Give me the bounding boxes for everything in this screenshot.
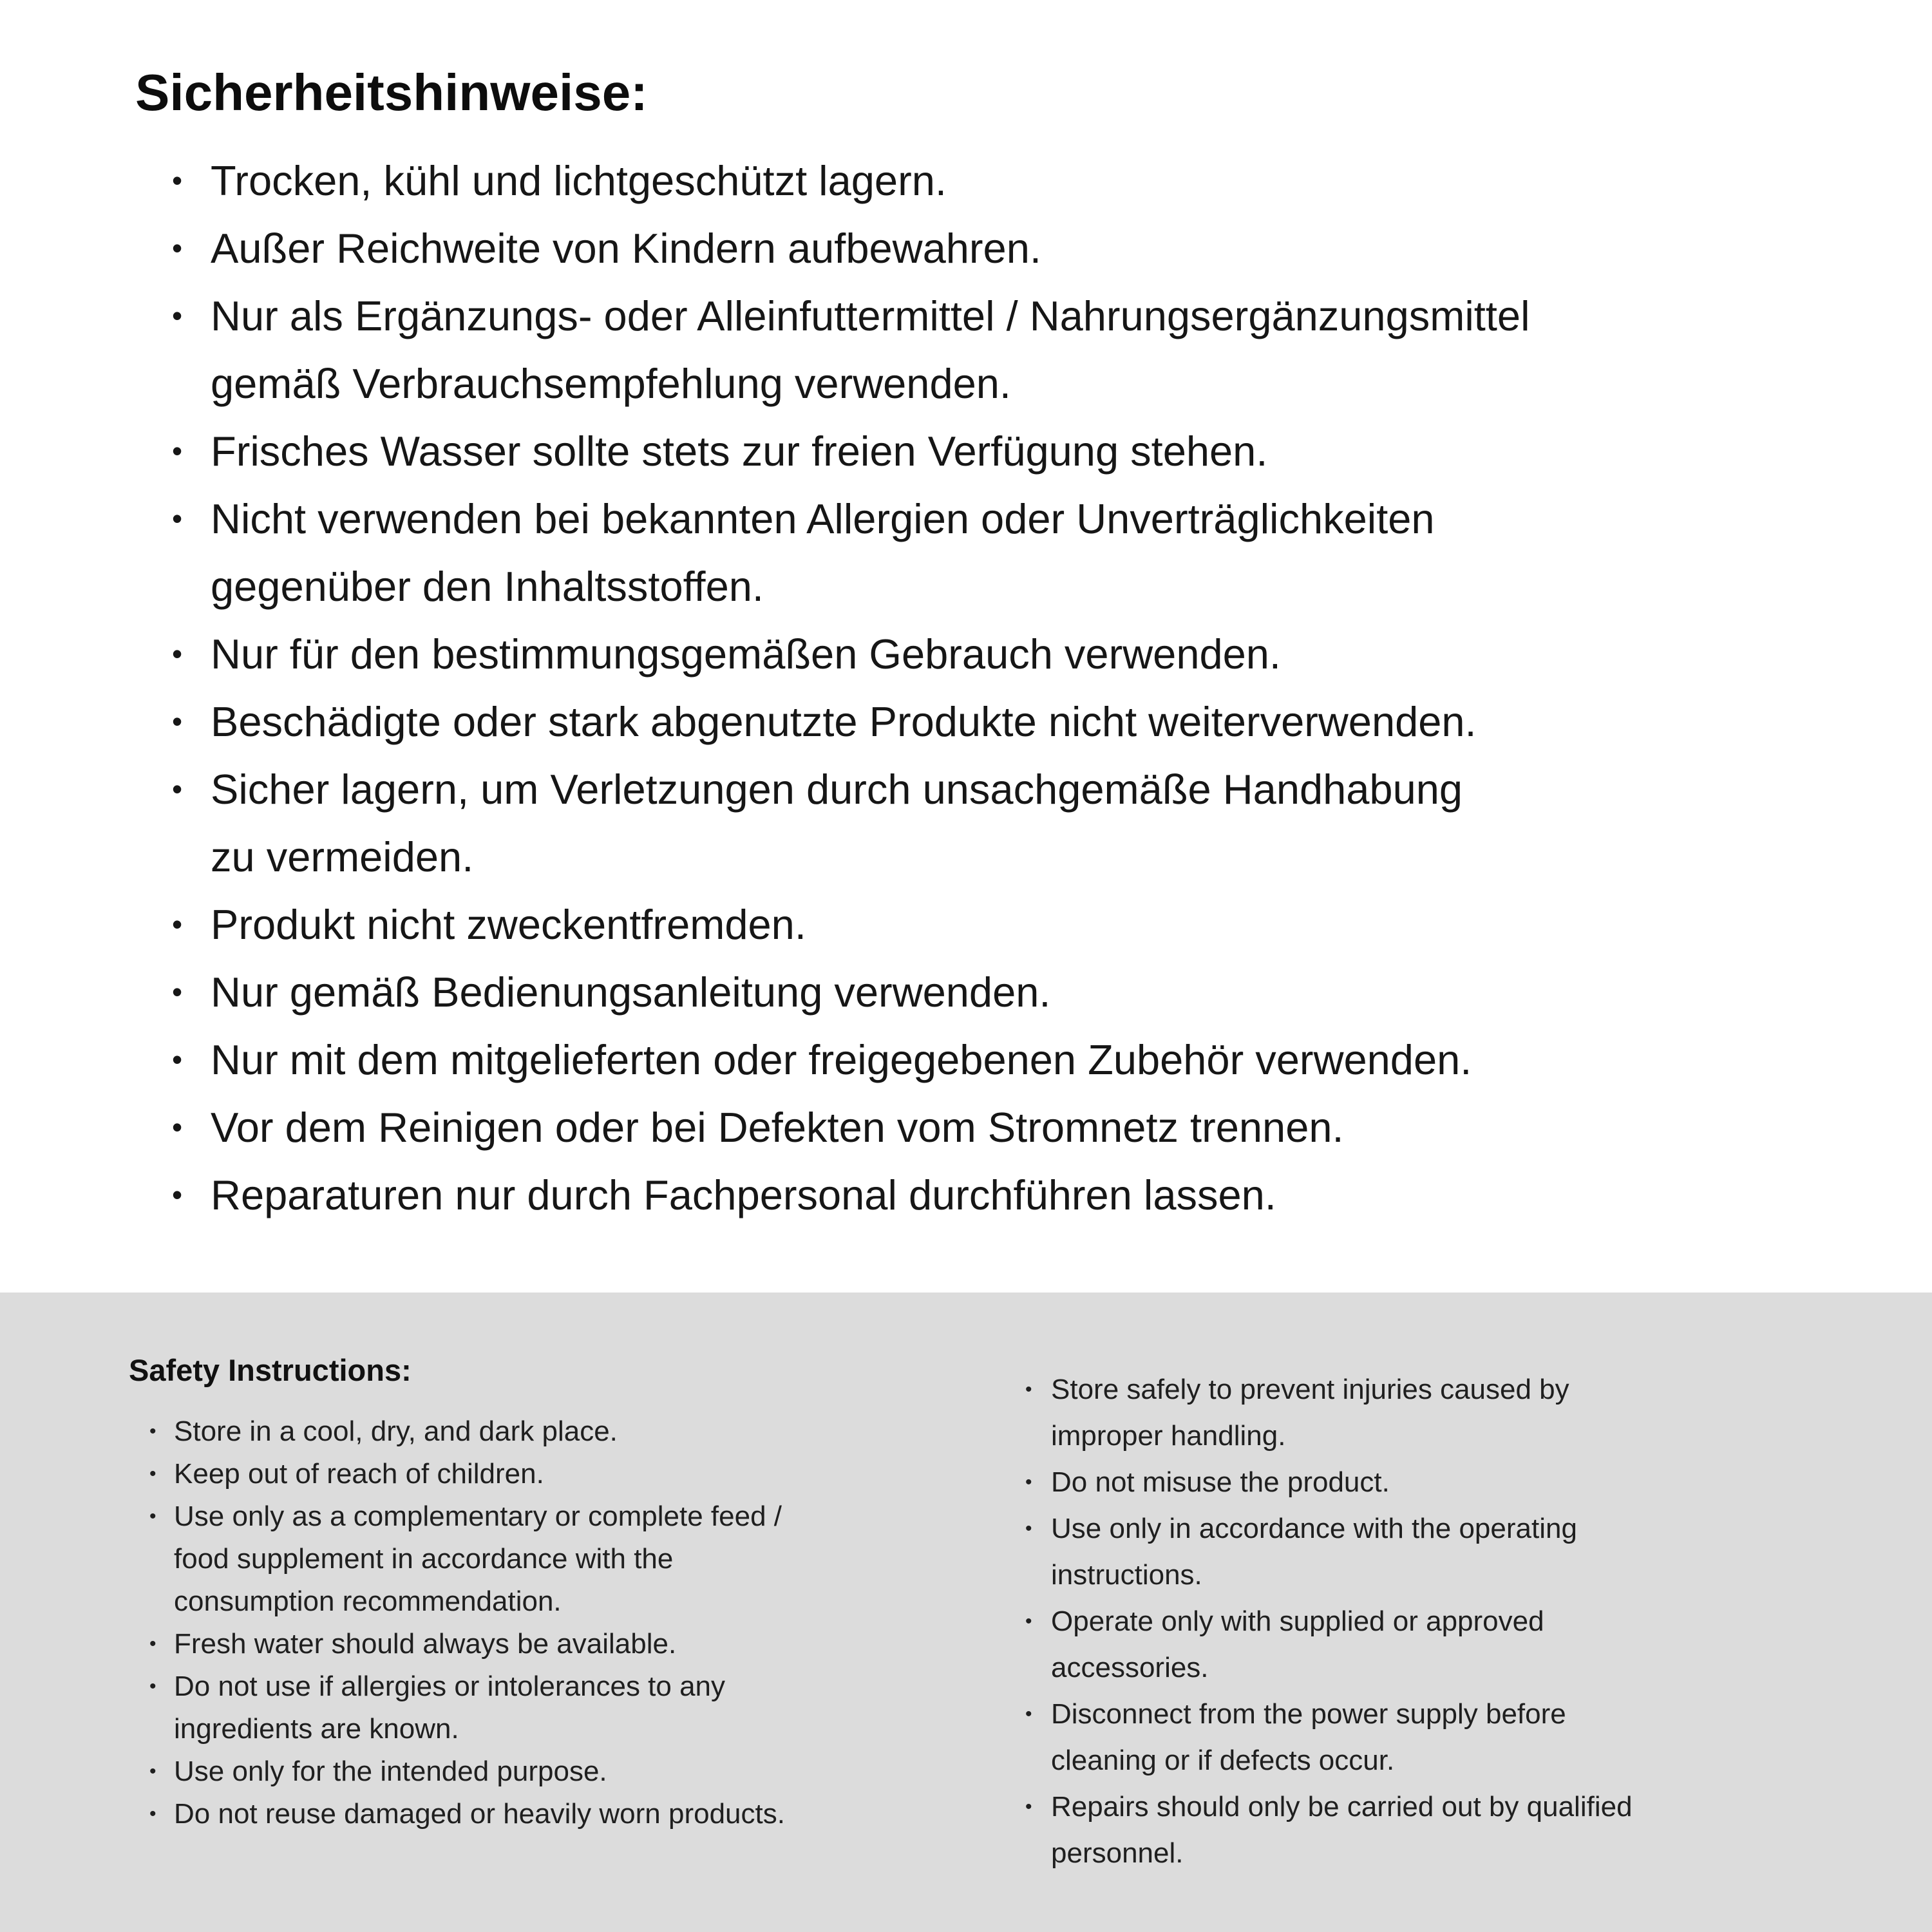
list-item	[1025, 1506, 1633, 1598]
list-item-line: Use only as a complementary or complete feed /	[174, 1501, 782, 1532]
list-item-text	[211, 620, 1281, 688]
list-item-line: consumption recommendation.	[174, 1586, 562, 1617]
bullet-icon: •	[172, 434, 183, 468]
list-item	[172, 958, 1530, 1026]
list-item	[149, 1453, 785, 1495]
list-item-line: Nicht verwenden bei bekannten Allergien oder Unverträglichkeiten	[211, 495, 1435, 542]
list-item	[149, 1623, 785, 1665]
bullet-icon: •	[172, 164, 183, 197]
list-item-line: Operate only with supplied or approved	[1051, 1605, 1544, 1637]
list-item-line: improper handling.	[1051, 1420, 1286, 1452]
bullet-icon: •	[172, 1178, 183, 1211]
list-item-text	[211, 1026, 1472, 1094]
list-item-text	[211, 688, 1477, 755]
list-item-text	[211, 214, 1041, 282]
list-item	[149, 1750, 785, 1793]
list-item-text	[211, 1161, 1276, 1229]
list-item	[1025, 1691, 1633, 1784]
list-item-text	[174, 1495, 782, 1623]
list-item-text	[211, 891, 806, 958]
list-item-line: personnel.	[1051, 1837, 1184, 1869]
list-item-line: Do not use if allergies or intolerances to any	[174, 1671, 726, 1702]
list-item	[149, 1665, 785, 1750]
list-item-line: Store in a cool, dry, and dark place.	[174, 1416, 618, 1447]
german-heading: Sicherheitshinweise:	[135, 64, 648, 121]
list-item-line: Repairs should only be carried out by qualified	[1051, 1791, 1633, 1823]
list-item-line: Do not misuse the product.	[1051, 1466, 1390, 1498]
bullet-icon: •	[149, 1421, 156, 1442]
list-item-text	[1051, 1784, 1633, 1877]
list-item-line: Disconnect from the power supply before	[1051, 1698, 1566, 1730]
list-item	[172, 417, 1530, 485]
list-item-text	[174, 1410, 618, 1453]
list-item-text	[174, 1453, 544, 1495]
list-item-line: Vor dem Reinigen oder bei Defekten vom Stromnetz trennen.	[211, 1104, 1344, 1151]
bullet-icon: •	[149, 1463, 156, 1484]
bullet-icon: •	[172, 1110, 183, 1144]
bullet-icon: •	[1025, 1518, 1032, 1539]
list-item-line: Keep out of reach of children.	[174, 1458, 544, 1490]
bullet-icon: •	[149, 1676, 156, 1697]
bullet-icon: •	[149, 1506, 156, 1527]
list-item-text	[1051, 1367, 1569, 1459]
list-item	[172, 214, 1530, 282]
list-item	[172, 1161, 1530, 1229]
german-safety-list	[172, 147, 1530, 1229]
list-item-text	[211, 755, 1463, 891]
bullet-icon: •	[172, 502, 183, 535]
list-item-line: Use only in accordance with the operating	[1051, 1513, 1577, 1544]
list-item-line: accessories.	[1051, 1652, 1209, 1683]
list-item-line: Frisches Wasser sollte stets zur freien Verfügung stehen.	[211, 428, 1268, 475]
list-item-text	[211, 485, 1435, 620]
list-item-line: Außer Reichweite von Kindern aufbewahren.	[211, 225, 1041, 272]
list-item-text	[211, 282, 1530, 417]
english-safety-list-left-column	[149, 1410, 785, 1835]
list-item	[1025, 1367, 1633, 1459]
english-safety-list-right-column	[1025, 1367, 1633, 1877]
list-item	[172, 620, 1530, 688]
bullet-icon: •	[1025, 1796, 1032, 1817]
bullet-icon: •	[172, 1043, 183, 1076]
list-item-line: Fresh water should always be available.	[174, 1628, 677, 1660]
list-item-line: zu vermeiden.	[211, 833, 474, 880]
list-item-line: instructions.	[1051, 1559, 1202, 1591]
list-item-line: Reparaturen nur durch Fachpersonal durchführen lassen.	[211, 1171, 1276, 1218]
list-item-line: Nur gemäß Bedienungsanleitung verwenden.	[211, 969, 1051, 1016]
bullet-icon: •	[172, 705, 183, 738]
bullet-icon: •	[172, 637, 183, 670]
list-item-line: Trocken, kühl und lichtgeschützt lagern.	[211, 157, 947, 204]
bullet-icon: •	[172, 231, 183, 265]
list-item-text	[211, 958, 1050, 1026]
list-item-line: Do not reuse damaged or heavily worn products.	[174, 1798, 785, 1830]
list-item-text	[211, 147, 947, 214]
list-item-line: Produkt nicht zweckentfremden.	[211, 901, 806, 948]
list-item-text	[174, 1793, 785, 1835]
list-item	[1025, 1784, 1633, 1877]
bullet-icon: •	[149, 1803, 156, 1824]
list-item	[172, 1094, 1530, 1161]
bullet-icon: •	[172, 772, 183, 806]
list-item-line: gemäß Verbrauchsempfehlung verwenden.	[211, 360, 1011, 407]
list-item-text	[211, 417, 1267, 485]
list-item	[149, 1793, 785, 1835]
list-item	[1025, 1459, 1633, 1506]
bullet-icon: •	[1025, 1379, 1032, 1400]
list-item	[172, 688, 1530, 755]
list-item-line: food supplement in accordance with the	[174, 1543, 674, 1575]
english-heading: Safety Instructions:	[129, 1353, 412, 1387]
list-item-text	[174, 1623, 676, 1665]
list-item-text	[1051, 1459, 1390, 1506]
list-item	[172, 282, 1530, 417]
bullet-icon: •	[172, 299, 183, 332]
list-item-line: ingredients are known.	[174, 1713, 459, 1745]
list-item-line: Nur als Ergänzungs- oder Alleinfuttermittel / Nahrungsergänzungsmittel	[211, 292, 1530, 339]
bullet-icon: •	[149, 1761, 156, 1782]
bullet-icon: •	[149, 1633, 156, 1654]
list-item-line: cleaning or if defects occur.	[1051, 1745, 1395, 1776]
bullet-icon: •	[1025, 1703, 1032, 1725]
list-item-line: gegenüber den Inhaltsstoffen.	[211, 563, 764, 610]
list-item-text	[1051, 1598, 1544, 1691]
list-item	[149, 1410, 785, 1453]
list-item	[172, 755, 1530, 891]
bullet-icon: •	[172, 907, 183, 941]
list-item-line: Nur mit dem mitgelieferten oder freigegebenen Zubehör verwenden.	[211, 1036, 1472, 1083]
list-item-text	[1051, 1506, 1577, 1598]
list-item-text	[211, 1094, 1344, 1161]
list-item-line: Store safely to prevent injuries caused by	[1051, 1374, 1569, 1405]
list-item-line: Nur für den bestimmungsgemäßen Gebrauch verwenden.	[211, 630, 1281, 677]
list-item-text	[174, 1665, 725, 1750]
list-item	[172, 1026, 1530, 1094]
bullet-icon: •	[172, 975, 183, 1009]
list-item	[1025, 1598, 1633, 1691]
list-item	[172, 891, 1530, 958]
list-item-text	[1051, 1691, 1566, 1784]
list-item-line: Sicher lagern, um Verletzungen durch unsachgemäße Handhabung	[211, 766, 1463, 813]
bullet-icon: •	[1025, 1472, 1032, 1493]
list-item	[172, 147, 1530, 214]
list-item-line: Beschädigte oder stark abgenutzte Produkte nicht weiterverwenden.	[211, 698, 1477, 745]
list-item-line: Use only for the intended purpose.	[174, 1756, 607, 1787]
bullet-icon: •	[1025, 1611, 1032, 1632]
list-item	[172, 485, 1530, 620]
list-item-text	[174, 1750, 607, 1793]
list-item	[149, 1495, 785, 1623]
